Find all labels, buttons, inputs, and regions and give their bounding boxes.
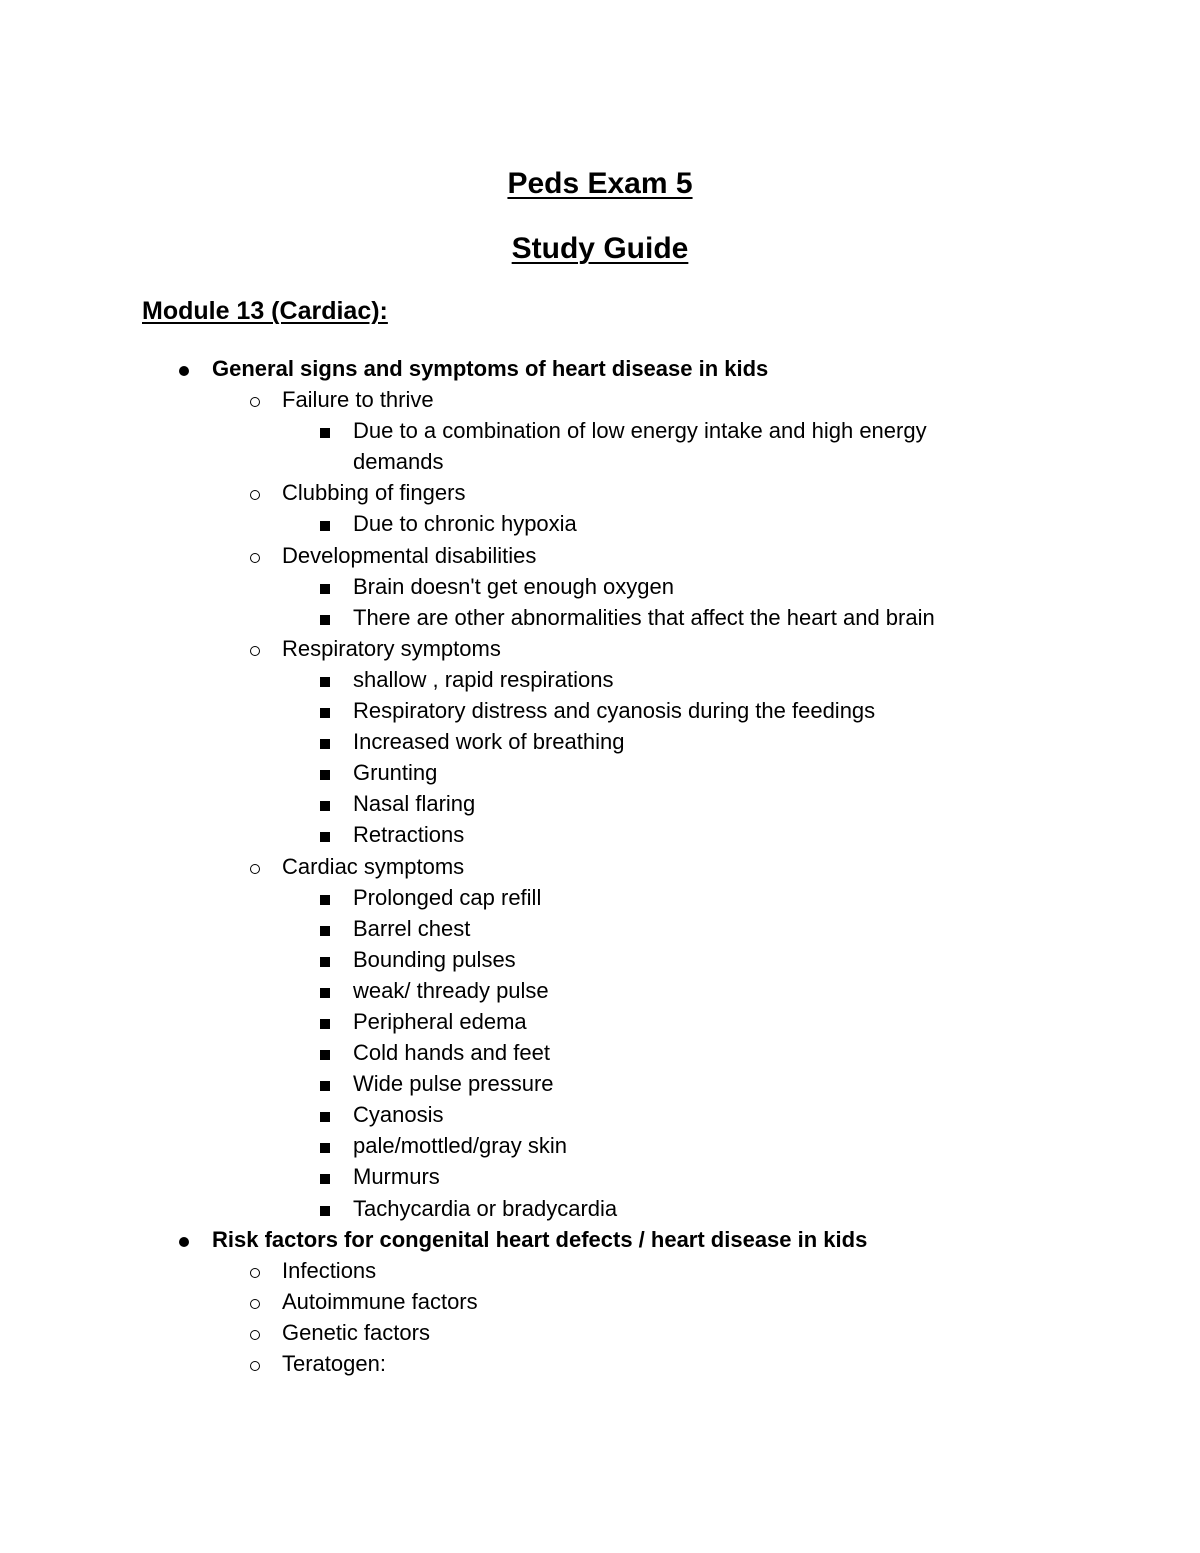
detail-item-text: pale/mottled/gray skin <box>353 1133 567 1159</box>
detail-item-text: Cyanosis <box>353 1102 444 1128</box>
bullet-circle-icon <box>243 851 267 882</box>
detail-item <box>0 1193 1200 1224</box>
detail-item <box>0 819 1200 850</box>
detail-item-text: shallow , rapid respirations <box>353 666 614 692</box>
list-item <box>0 851 1200 882</box>
list-item-label: Failure to thrive <box>282 387 434 413</box>
list-item <box>0 1255 1200 1286</box>
bullet-square-icon <box>313 571 337 602</box>
outline-list <box>0 353 1200 1379</box>
list-item-label: Autoimmune factors <box>282 1288 478 1314</box>
detail-item-text: weak/ thready pulse <box>353 977 549 1003</box>
detail-item <box>0 944 1200 975</box>
bullet-circle-icon <box>243 540 267 571</box>
detail-item-text: Grunting <box>353 760 438 786</box>
detail-item-text: Wide pulse pressure <box>353 1071 554 1097</box>
module-heading: Module 13 (Cardiac): <box>142 297 388 325</box>
bullet-square-icon <box>313 944 337 975</box>
detail-item-text: There are other abnormalities that affect the heart and brain <box>353 604 935 630</box>
detail-item <box>0 788 1200 819</box>
detail-item-text: Bounding pulses <box>353 946 516 972</box>
detail-item-text: Retractions <box>353 822 465 848</box>
detail-item <box>0 415 1200 477</box>
bullet-square-icon <box>313 819 337 850</box>
detail-item-text: Respiratory distress and cyanosis during the feedings <box>353 698 876 724</box>
detail-item-text: Prolonged cap refill <box>353 884 542 910</box>
bullet-circle-icon <box>243 633 267 664</box>
detail-item-text: Due to chronic hypoxia <box>353 511 577 537</box>
detail-item <box>0 913 1200 944</box>
detail-item <box>0 571 1200 602</box>
detail-item-text: Brain doesn't get enough oxygen <box>353 573 674 599</box>
detail-item <box>0 726 1200 757</box>
bullet-square-icon <box>313 1193 337 1224</box>
list-item <box>0 1348 1200 1379</box>
bullet-square-icon <box>313 726 337 757</box>
bullet-square-icon <box>313 882 337 913</box>
document-subtitle: Study Guide <box>511 232 689 265</box>
bullet-square-icon <box>313 664 337 695</box>
bullet-circle-icon <box>243 1317 267 1348</box>
bullet-dot-icon <box>172 353 196 384</box>
bullet-square-icon <box>313 1130 337 1161</box>
detail-item <box>0 1161 1200 1192</box>
list-item-label: Teratogen: <box>282 1351 386 1376</box>
detail-item <box>0 1037 1200 1068</box>
detail-item <box>0 664 1200 695</box>
detail-item <box>0 602 1200 633</box>
list-item <box>0 384 1200 415</box>
detail-item <box>0 695 1200 726</box>
bullet-circle-icon <box>243 1286 267 1317</box>
detail-item-text: Barrel chest <box>353 915 471 941</box>
detail-item <box>0 757 1200 788</box>
bullet-square-icon <box>313 975 337 1006</box>
bullet-square-icon <box>313 1099 337 1130</box>
bullet-dot-icon <box>172 1224 196 1255</box>
bullet-square-icon <box>313 913 337 944</box>
list-item <box>0 540 1200 571</box>
list-item <box>0 1317 1200 1348</box>
detail-item <box>0 975 1200 1006</box>
detail-item <box>0 1099 1200 1130</box>
detail-item <box>0 1068 1200 1099</box>
detail-item-text: Murmurs <box>353 1164 440 1190</box>
detail-item-text: Cold hands and feet <box>353 1040 550 1066</box>
list-item <box>0 477 1200 508</box>
detail-item-text: Increased work of breathing <box>353 729 625 755</box>
bullet-square-icon <box>313 757 337 788</box>
bullet-square-icon <box>313 1006 337 1037</box>
document-title: Peds Exam 5 <box>507 167 693 200</box>
detail-item-text: Nasal flaring <box>353 791 476 817</box>
list-item-label: Developmental disabilities <box>282 542 537 568</box>
section-heading <box>0 1224 1200 1255</box>
bullet-square-icon <box>313 1068 337 1099</box>
list-item-label: Infections <box>282 1257 377 1283</box>
bullet-square-icon <box>313 788 337 819</box>
detail-item-text: Tachycardia or bradycardia <box>353 1195 618 1221</box>
detail-item <box>0 1006 1200 1037</box>
detail-item-text: Peripheral edema <box>353 1008 527 1034</box>
bullet-square-icon <box>313 415 337 446</box>
bullet-circle-icon <box>243 1348 267 1379</box>
bullet-square-icon <box>313 602 337 633</box>
detail-item-text: Due to a combination of low energy intake and high energy demands <box>353 418 927 475</box>
bullet-square-icon <box>313 508 337 539</box>
list-item-label: Respiratory symptoms <box>282 635 501 661</box>
bullet-square-icon <box>313 1037 337 1068</box>
detail-item <box>0 882 1200 913</box>
detail-item <box>0 1130 1200 1161</box>
list-item-label: Clubbing of fingers <box>282 480 466 506</box>
list-item <box>0 633 1200 664</box>
list-item-label: Cardiac symptoms <box>282 853 465 879</box>
section-heading-text: General signs and symptoms of heart disease in kids <box>212 356 769 381</box>
bullet-circle-icon <box>243 1255 267 1286</box>
section-heading <box>0 353 1200 384</box>
list-item-label: Genetic factors <box>282 1319 430 1345</box>
detail-item <box>0 508 1200 539</box>
bullet-square-icon <box>313 695 337 726</box>
list-item <box>0 1286 1200 1317</box>
bullet-square-icon <box>313 1161 337 1192</box>
bullet-circle-icon <box>243 477 267 508</box>
bullet-circle-icon <box>243 384 267 415</box>
section-heading-text: Risk factors for congenital heart defects / heart disease in kids <box>212 1226 868 1252</box>
